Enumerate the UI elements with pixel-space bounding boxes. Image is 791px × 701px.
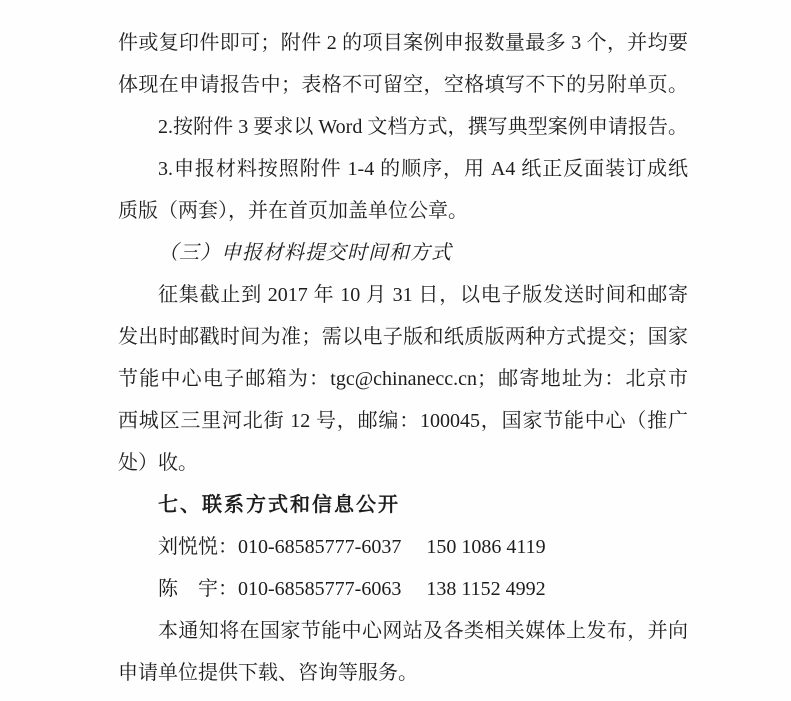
text-line: 质版（两套），并在首页加盖单位公章。: [118, 200, 468, 222]
numbered-item-2: 2.按附件 3 要求以 Word 文档方式，撰写典型案例申请报告。: [158, 116, 688, 138]
contact-line-chen: 陈 宇：010-68585777-6063 138 1152 4992: [158, 578, 546, 600]
contact-line-liu: 刘悦悦：010-68585777-6037 150 1086 4119: [158, 536, 546, 558]
text-line: 本通知将在国家节能中心网站及各类相关媒体上发布，并向: [158, 620, 688, 642]
text-line-address: 西城区三里河北街 12 号，邮编：100045，国家节能中心（推广: [118, 410, 688, 432]
section-heading-contact-info: 七、联系方式和信息公开: [158, 494, 400, 516]
text-line: 征集截止到 2017 年 10 月 31 日，以电子版发送时间和邮寄: [158, 284, 688, 306]
text-line: 申请单位提供下载、咨询等服务。: [118, 662, 418, 684]
text-line: 件或复印件即可；附件 2 的项目案例申报数量最多 3 个，并均要: [118, 32, 688, 54]
text-line: 体现在申请报告中；表格不可留空，空格填写不下的另附单页。: [118, 74, 688, 96]
sub-heading-materials-submission: （三）申报材料提交时间和方式: [158, 242, 452, 264]
numbered-item-3: 3.申报材料按照附件 1-4 的顺序，用 A4 纸正反面装订成纸: [158, 158, 688, 180]
text-line-email: 节能中心电子邮箱为：tgc@chinanecc.cn；邮寄地址为：北京市: [118, 368, 688, 390]
text-line: 发出时邮戳时间为准；需以电子版和纸质版两种方式提交；国家: [118, 326, 688, 348]
text-line: 处）收。: [118, 452, 198, 474]
